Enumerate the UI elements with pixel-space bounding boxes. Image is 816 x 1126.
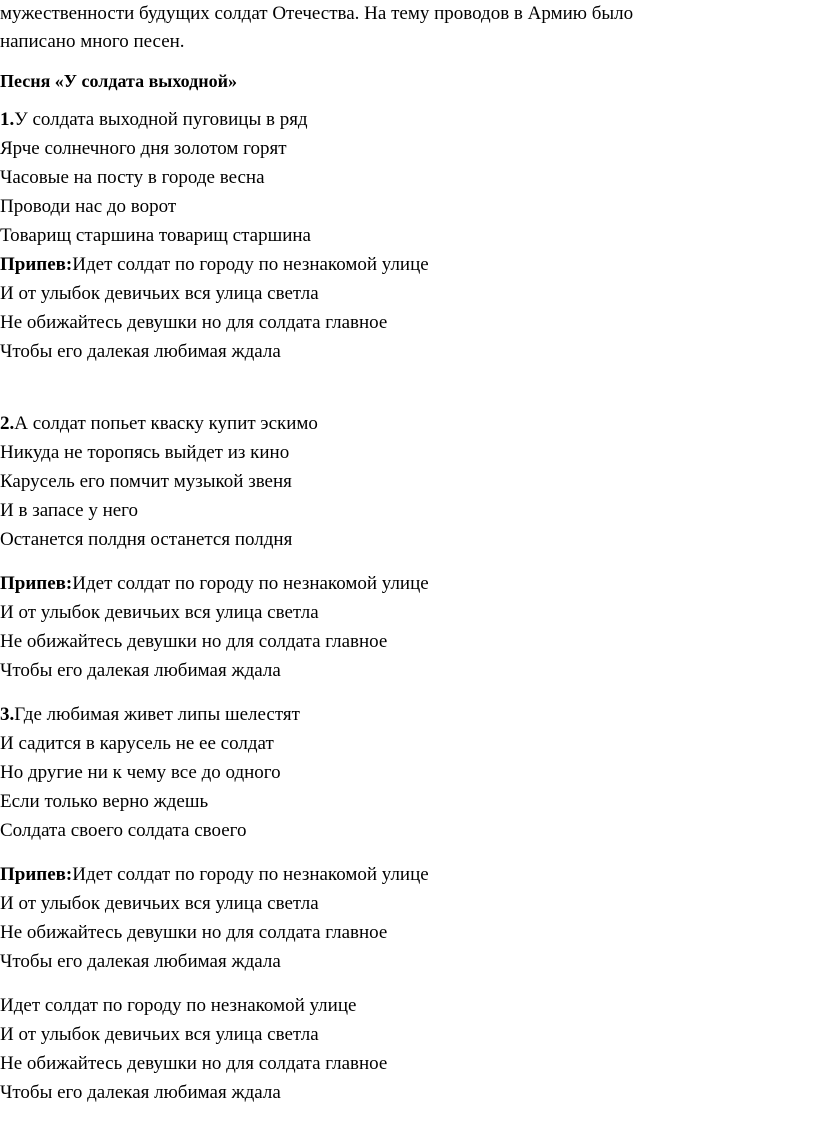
- verse-1-line-3: Часовые на посту в городе весна: [0, 167, 265, 188]
- chorus-label: Припев:: [0, 573, 73, 594]
- verse-1-line-4: Проводи нас до ворот: [0, 196, 177, 217]
- verse-3-line-4: Если только верно ждешь: [0, 791, 209, 812]
- verse-2-number: 2.: [0, 413, 15, 434]
- song-title: Песня «У солдата выходной»: [0, 71, 237, 91]
- chorus-label: Припев:: [0, 254, 73, 275]
- verse-2-line-4: И в запасе у него: [0, 500, 139, 521]
- chorus-3-line-3: Не обижайтесь девушки но для солдата главное: [0, 922, 388, 943]
- final-chorus-line-1: Идет солдат по городу по незнакомой улице: [0, 995, 357, 1016]
- verse-3-line-1: 3.Где любимая живет липы шелестят: [0, 704, 300, 725]
- chorus-2-line-1: Припев:Идет солдат по городу по незнакомой улице: [0, 573, 429, 594]
- chorus-3-line-4: Чтобы его далекая любимая ждала: [0, 951, 281, 972]
- chorus-3-line-2: И от улыбок девичьих вся улица светла: [0, 893, 319, 914]
- verse-2-line-5: Останется полдня останется полдня: [0, 529, 293, 550]
- verse-2-line-2: Никуда не торопясь выйдет из кино: [0, 442, 290, 463]
- chorus-3-line-1: Припев:Идет солдат по городу по незнакомой улице: [0, 864, 429, 885]
- chorus-1-line-4: Чтобы его далекая любимая ждала: [0, 341, 281, 362]
- chorus-1-line-2: И от улыбок девичьих вся улица светла: [0, 283, 319, 304]
- verse-1-line-2: Ярче солнечного дня золотом горят: [0, 138, 287, 159]
- chorus-2-line-4: Чтобы его далекая любимая ждала: [0, 660, 281, 681]
- verse-3-number: 3.: [0, 704, 15, 725]
- verse-3-line-5: Солдата своего солдата своего: [0, 820, 247, 841]
- verse-1-line-1: 1.У солдата выходной пуговицы в ряд: [0, 109, 308, 130]
- final-chorus-line-2: И от улыбок девичьих вся улица светла: [0, 1024, 319, 1045]
- verse-1-line-5: Товарищ старшина товарищ старшина: [0, 225, 311, 246]
- verse-3-line-3: Но другие ни к чему все до одного: [0, 762, 281, 783]
- chorus-1-line-1: Припев:Идет солдат по городу по незнакомой улице: [0, 254, 429, 275]
- final-chorus-line-4: Чтобы его далекая любимая ждала: [0, 1082, 281, 1103]
- verse-1-number: 1.: [0, 109, 15, 130]
- final-chorus-line-3: Не обижайтесь девушки но для солдата главное: [0, 1053, 388, 1074]
- verse-2-line-1: 2.А солдат попьет кваску купит эскимо: [0, 413, 318, 434]
- intro-line-2: написано много песен.: [0, 31, 185, 52]
- chorus-1-line-3: Не обижайтесь девушки но для солдата главное: [0, 312, 388, 333]
- verse-2-line-3: Карусель его помчит музыкой звеня: [0, 471, 292, 492]
- verse-3-line-2: И садится в карусель не ее солдат: [0, 733, 274, 754]
- chorus-2-line-2: И от улыбок девичьих вся улица светла: [0, 602, 319, 623]
- intro-line-1: мужественности будущих солдат Отечества. На тему проводов в Армию было: [0, 3, 634, 24]
- chorus-2-line-3: Не обижайтесь девушки но для солдата главное: [0, 631, 388, 652]
- chorus-label: Припев:: [0, 864, 73, 885]
